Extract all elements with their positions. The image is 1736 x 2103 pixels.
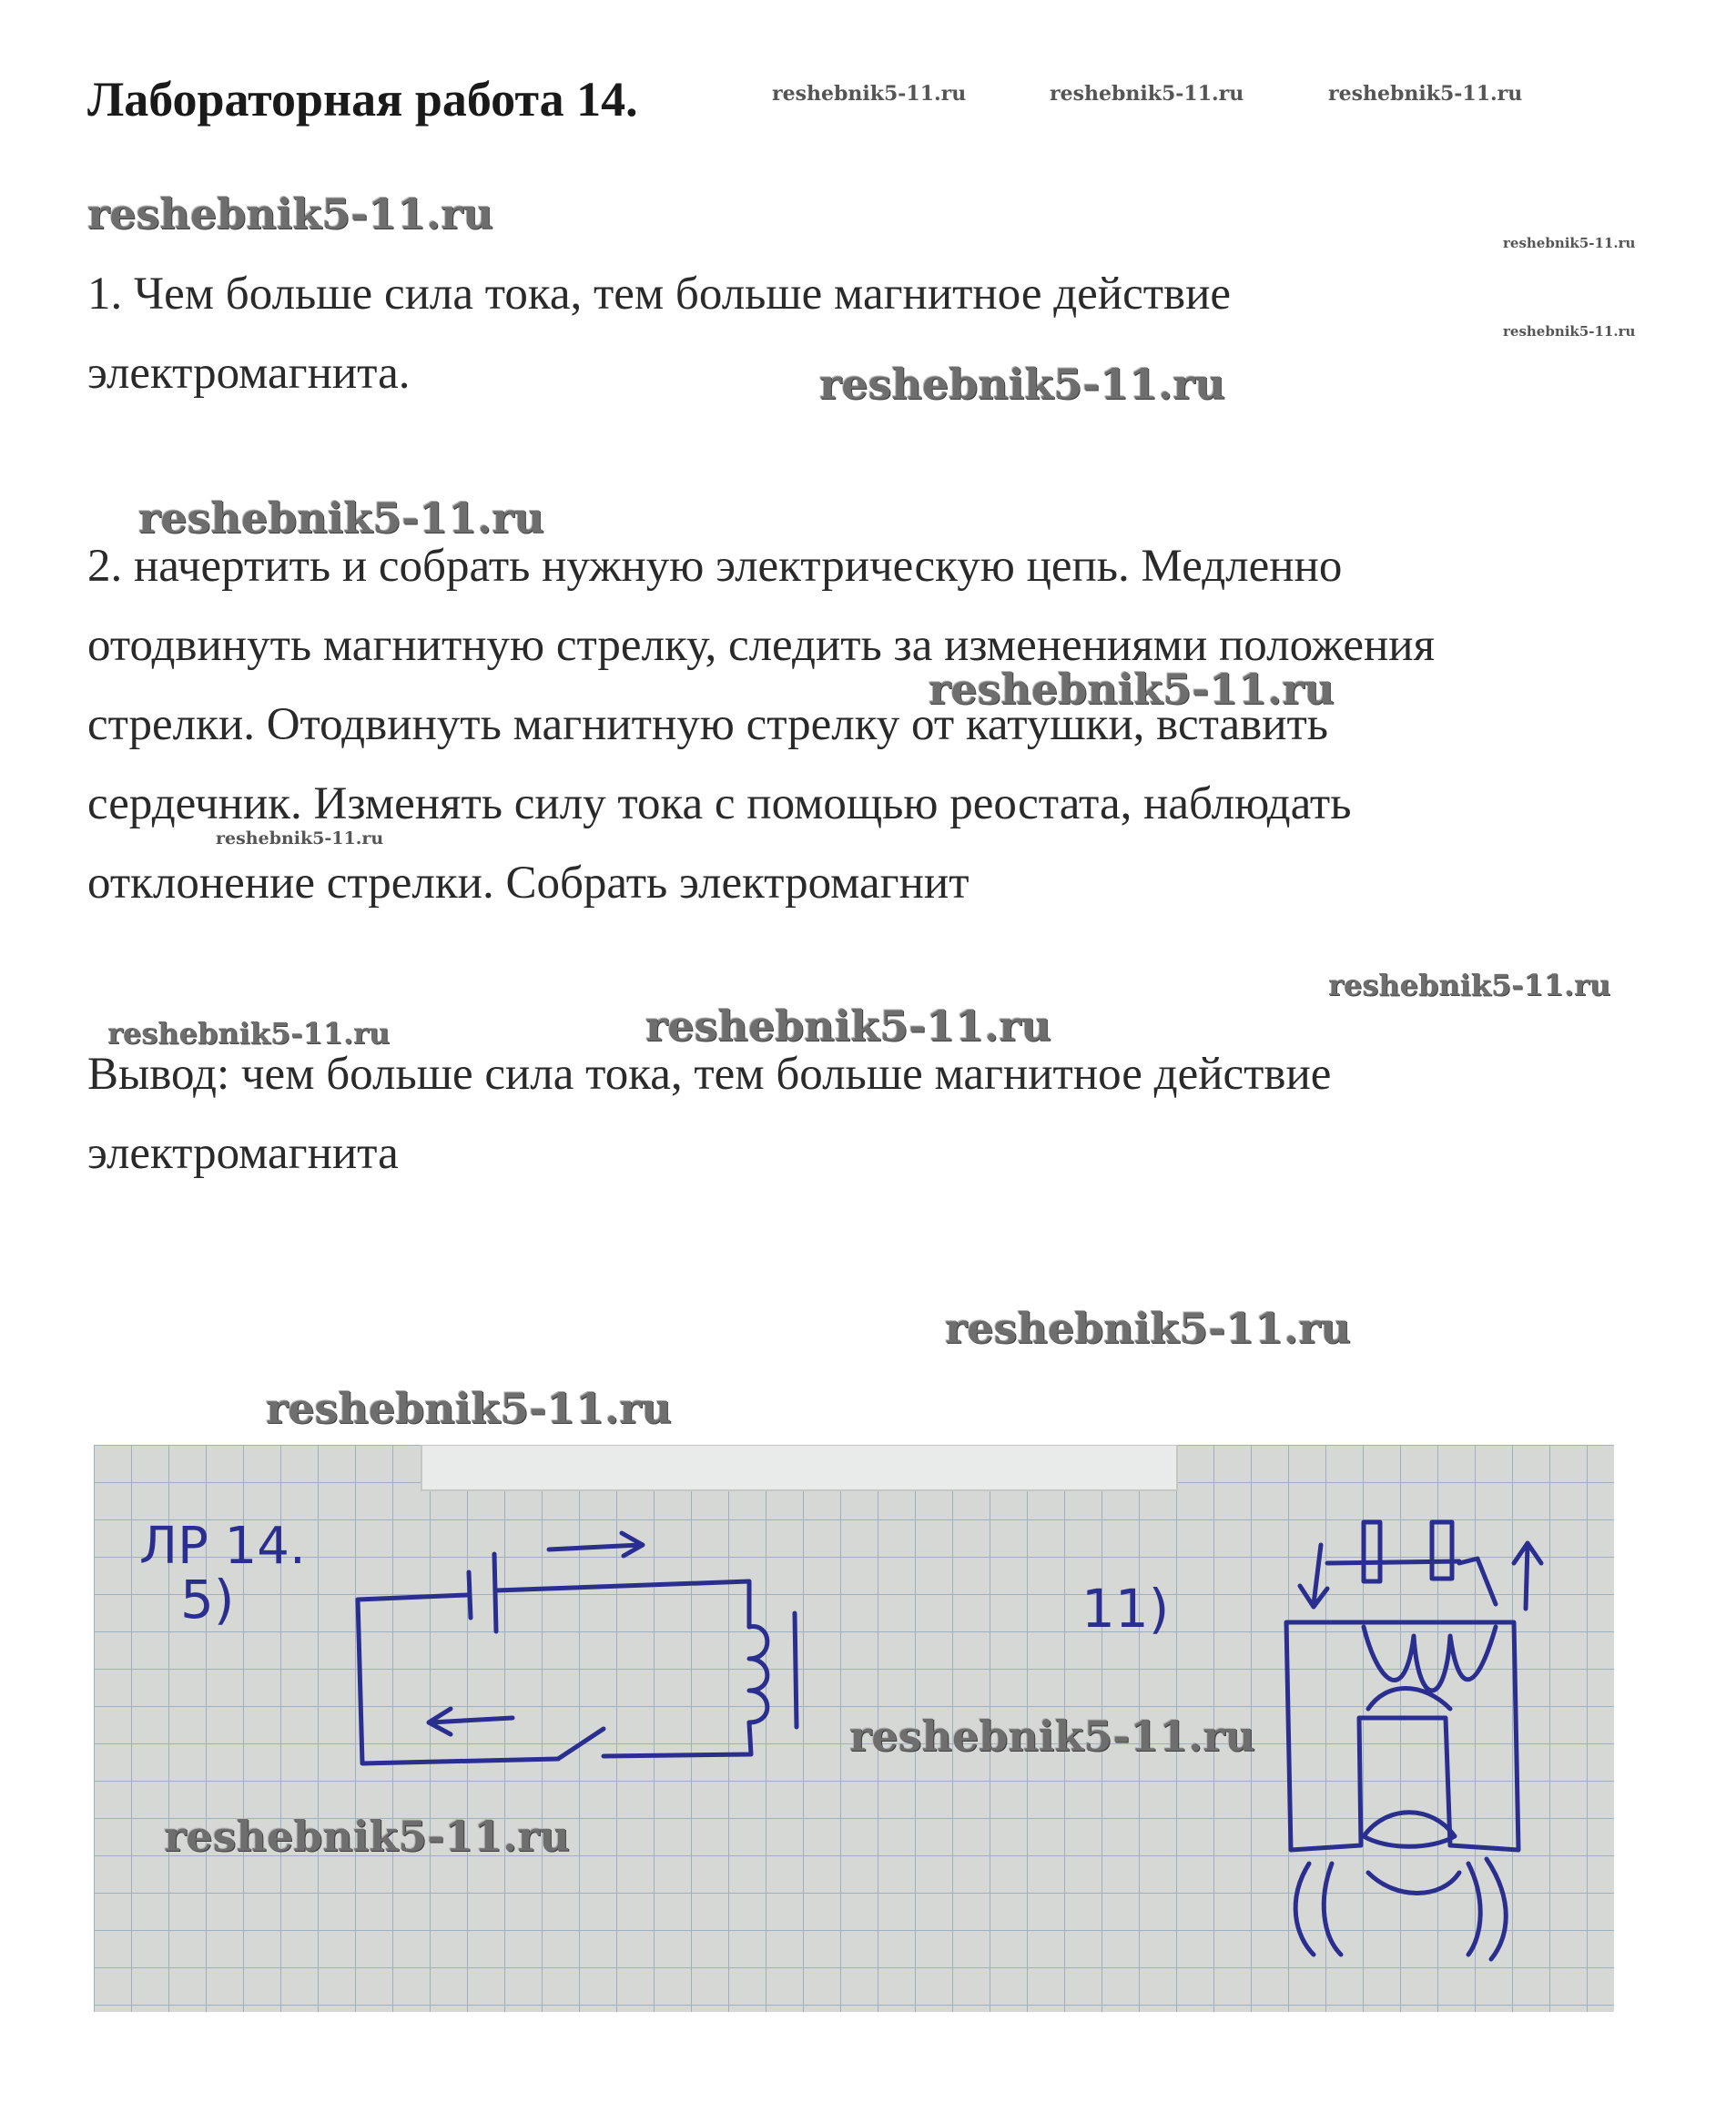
conclusion-line: электромагнита	[87, 1128, 399, 1179]
watermark: reshebnik5-11.ru	[1050, 82, 1244, 106]
conclusion-line: Вывод: чем больше сила тока, тем больше магнитное действие	[87, 1049, 1332, 1100]
battery-plate	[494, 1554, 496, 1631]
circuit-wire	[1327, 1561, 1459, 1563]
coil-core	[795, 1613, 797, 1727]
watermark: reshebnik5-11.ru	[945, 1304, 1351, 1353]
paragraph-line: отклонение стрелки. Собрать электромагнит	[87, 858, 970, 909]
paragraph-line: 1. Чем больше сила тока, тем больше магнитное действие	[87, 269, 1232, 320]
watermark: reshebnik5-11.ru	[645, 1001, 1051, 1051]
watermark: reshebnik5-11.ru	[87, 189, 493, 239]
conclusion	[87, 1035, 1671, 1194]
handwritten-fig-a: 5)	[180, 1569, 235, 1631]
watermark: reshebnik5-11.ru	[1328, 968, 1611, 1002]
handwritten-label: ЛР 14.	[139, 1517, 306, 1576]
watermark: reshebnik5-11.ru	[1328, 82, 1523, 106]
page-title: Лабораторная работа 14.	[87, 72, 638, 127]
watermark: reshebnik5-11.ru	[819, 360, 1225, 409]
watermark: reshebnik5-11.ru	[107, 1016, 391, 1051]
watermark: reshebnik5-11.ru	[266, 1384, 672, 1433]
battery-plate	[469, 1572, 471, 1618]
watermark: reshebnik5-11.ru	[138, 493, 544, 543]
handwritten-fig-b: 11)	[1081, 1578, 1170, 1640]
watermark: reshebnik5-11.ru	[1503, 323, 1636, 340]
paragraph-line: электромагнита.	[87, 348, 411, 399]
paragraph-2	[87, 527, 1671, 923]
watermark: reshebnik5-11.ru	[1503, 235, 1636, 251]
watermark: reshebnik5-11.ru	[929, 665, 1335, 714]
watermark: reshebnik5-11.ru	[772, 82, 967, 106]
paragraph-line: сердечник. Изменять силу тока с помощью реостата, наблюдать	[87, 778, 1352, 829]
watermark: reshebnik5-11.ru	[216, 828, 384, 848]
paragraph-line: отодвинуть магнитную стрелку, следить за изменениями положения	[87, 620, 1436, 671]
watermark: reshebnik5-11.ru	[164, 1812, 570, 1861]
paper-tab	[421, 1445, 1177, 1490]
watermark: reshebnik5-11.ru	[849, 1712, 1255, 1761]
paragraph-line: стрелки. Отодвинуть магнитную стрелку от катушки, вставить	[87, 699, 1329, 750]
paragraph-line: 2. начертить и собрать нужную электрическую цепь. Медленно	[87, 541, 1343, 592]
